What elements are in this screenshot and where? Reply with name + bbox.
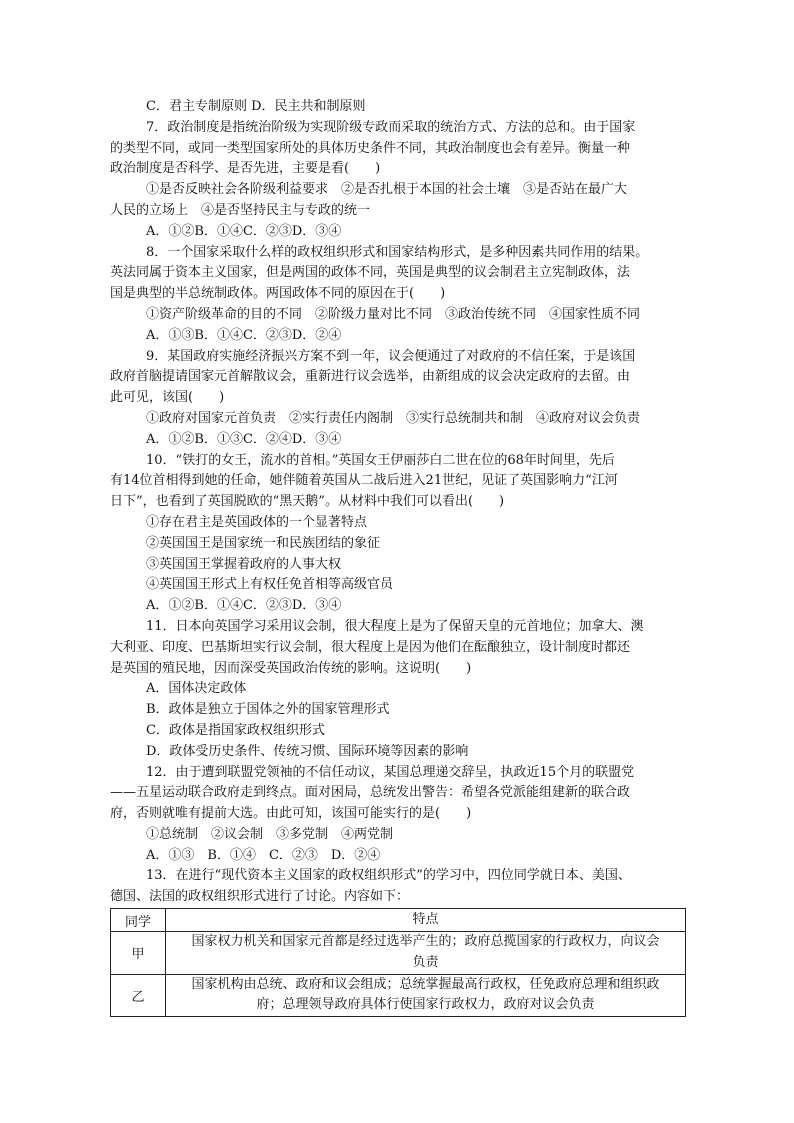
feature-cell <box>166 974 686 1017</box>
feature-line: 府；总理领导政府具体行使国家行政权力，政府对议会负责 <box>256 997 595 1013</box>
text-line: A．国体决定政体 <box>146 681 247 697</box>
table-header-cell: 同学 <box>111 909 166 932</box>
student-name-cell: 甲 <box>111 932 166 975</box>
text-line: 政治制度是否科学、是否先进，主要是看( ) <box>110 161 381 177</box>
text-line: A．①②B．①④C．②③D．③④ <box>146 223 342 239</box>
text-line: 国是典型的半总统制政体。两国政体不同的原因在于( ) <box>110 286 446 302</box>
text-line: 的类型不同，或同一类型国家所处的具体历史条件不同，其政治制度也会有差异。衡量一种 <box>110 140 631 156</box>
text-line: A．①②B．①③C．②④D．③④ <box>146 431 342 447</box>
text-line: B．政体是独立于国体之外的国家管理形式 <box>146 702 390 718</box>
text-line: ①存在君主是英国政体的一个显著特点 <box>146 514 368 530</box>
text-line: ①政府对国家元首负责 ②实行责任内阁制 ③实行总统制共和制 ④政府对议会负责 <box>146 410 641 426</box>
document-body <box>110 97 686 1017</box>
student-name-cell: 乙 <box>111 974 166 1017</box>
text-line: 府，否则就唯有提前大选。由此可知，该国可能实行的是( ) <box>110 806 472 822</box>
text-line: 是英国的殖民地，因而深受英国政治传统的影响。这说明( ) <box>110 660 472 676</box>
text-line: 英法同属于资本主义国家，但是两国的政体不同，英国是典型的议会制君主立宪制政体，法 <box>110 265 631 281</box>
text-line: 人民的立场上 ④是否坚持民主与专政的统一 <box>110 202 371 218</box>
comparison-table <box>110 908 686 1017</box>
feature-line: 国家权力机关和国家元首都是经过选举产生的；政府总揽国家的行政权力，向议会 <box>191 934 660 950</box>
table-row <box>111 974 686 1017</box>
table-row <box>111 932 686 975</box>
text-line: ①总统制 ②议会制 ③多党制 ④两党制 <box>146 826 394 842</box>
feature-cell <box>166 932 686 975</box>
text-line: ①资产阶级革命的目的不同 ②阶级力量对比不同 ③政治传统不同 ④国家性质不同 <box>146 306 641 322</box>
text-line: 政府首脑提请国家元首解散议会，重新进行议会选举，由新组成的议会决定政府的去留。由 <box>110 369 631 385</box>
text-line: C．政体是指国家政权组织形式 <box>146 722 325 738</box>
text-line: 7．政治制度是指统治阶级为实现阶级专政而采取的统治方式、方法的总和。由于国家 <box>146 119 636 135</box>
text-line: 10．“铁打的女王，流水的首相。”英国女王伊丽莎白二世在位的68年时间里，先后 <box>146 452 615 468</box>
text-line: 9．某国政府实施经济振兴方案不到一年，议会便通过了对政府的不信任案，于是该国 <box>146 348 636 364</box>
text-line: D．政体受历史条件、传统习惯、国际环境等因素的影响 <box>146 743 469 759</box>
text-line: A．①③ B．①④ C．②③ D．②④ <box>146 847 381 863</box>
text-line: ①是否反映社会各阶级利益要求 ②是否扎根于本国的社会土壤 ③是否站在最广大 <box>146 182 628 198</box>
text-line: 日下”，也看到了英国脱欧的“黑天鹅”。从材料中我们可以看出( ) <box>110 494 505 510</box>
feature-line: 负责 <box>412 954 439 970</box>
feature-line: 国家机构由总统、政府和议会组成；总统掌握最高行政权，任免政府总理和组织政 <box>191 976 660 992</box>
table-header-cell: 特点 <box>166 909 686 932</box>
text-line: ——五星运动联合政府走到终点。面对困局，总统发出警告：希望各党派能组建新的联合政 <box>110 785 631 801</box>
text-line: 11．日本向英国学习采用议会制，很大程度上是为了保留天皇的元首地位；加拿大、澳 <box>146 618 644 634</box>
text-line: C．君主专制原则 D．民主共和制原则 <box>146 99 366 114</box>
text-line: 有14位首相得到她的任命，她伴随着英国从二战后进入21世纪，见证了英国影响力“江河 <box>110 473 618 489</box>
text-line: ④英国国王形式上有权任免首相等高级官员 <box>146 577 394 593</box>
text-line: ③英国国王掌握着政府的人事大权 <box>146 556 342 572</box>
table-header-row <box>111 909 686 932</box>
text-line: A．①③B．①④C．②③D．②④ <box>146 327 342 343</box>
text-line: 12．由于遭到联盟党领袖的不信任动议，某国总理递交辞呈，执政近15个月的联盟党 <box>146 764 635 780</box>
text-line: 13．在进行“现代资本主义国家的政权组织形式”的学习中，四位同学就日本、美国、 <box>146 868 631 884</box>
text-line: 大利亚、印度、巴基斯坦实行议会制，很大程度上是因为他们在酝酿独立，设计制度时都还 <box>110 639 631 655</box>
text-line: 德国、法国的政权组织形式进行了讨论。内容如下： <box>110 889 410 905</box>
text-line: ②英国国王是国家统一和民族团结的象征 <box>146 535 381 551</box>
text-line: 此可见，该国( ) <box>110 390 225 406</box>
text-line: 8．一个国家采取什么样的政权组织形式和国家结构形式，是多种因素共同作用的结果。 <box>146 244 649 260</box>
text-line: A．①②B．①④C．②③D．③④ <box>146 598 342 614</box>
